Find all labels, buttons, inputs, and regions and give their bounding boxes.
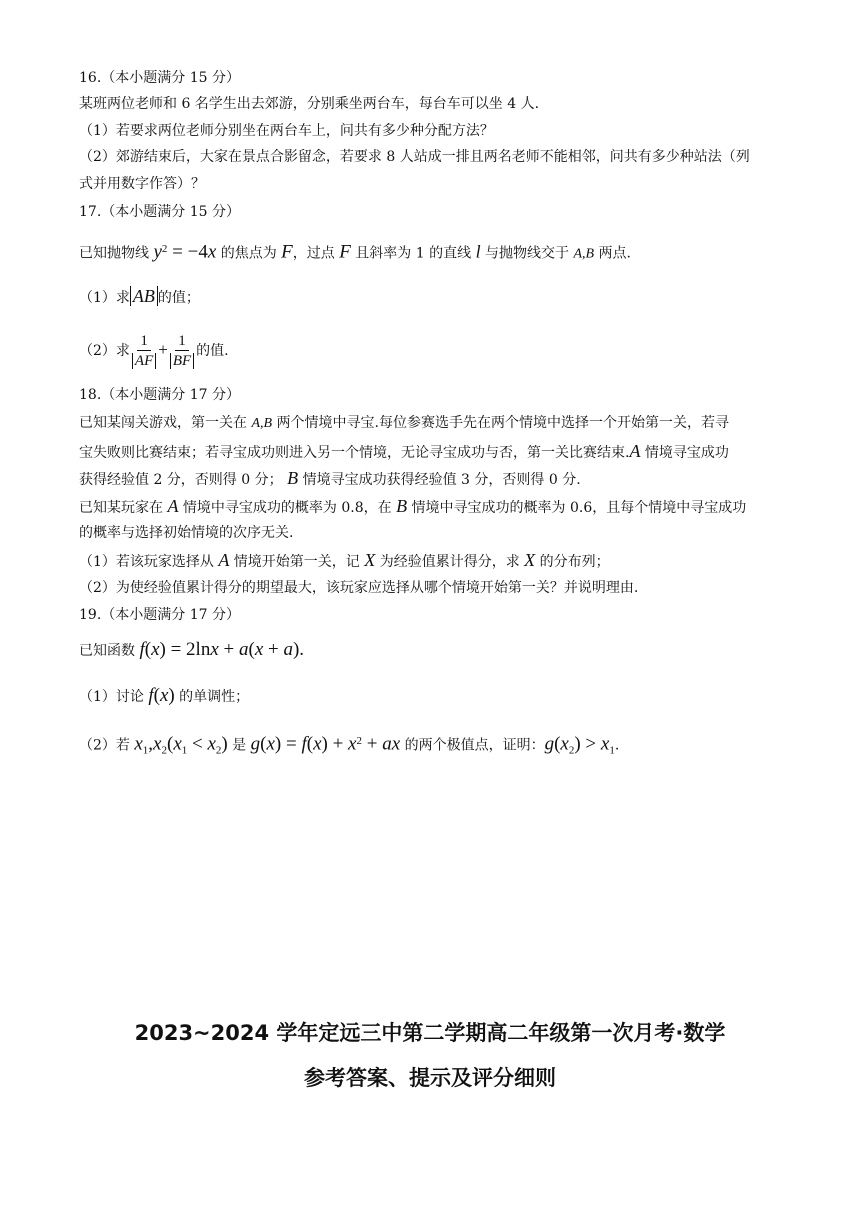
q17-part1: （1）求 AB 的值； [79, 286, 200, 306]
q18-para1-line3: 获得经验值 2 分，否则得 0 分； B 情境寻宝成功获得经验值 3 分，否则得 0 分. [79, 468, 581, 488]
answer-title: 2023~2024 学年定远三中第二学期高二年级第一次月考·数学 [134, 1021, 726, 1045]
q19-heading: 19.（本小题满分 17 分） [79, 607, 240, 623]
q19-part2: （2）若 $x_1,x_2(x_1 < x_2)$ 是 $g(x) = f(x) + x^2$ + ax 的两个极值点，证明：$g(x_2) > x_1$. [79, 733, 620, 757]
q18-part2: （2）为使经验值累计得分的期望最大，该玩家应选择从哪个情境开始第一关？并说明理由. [79, 580, 639, 596]
q19-stem: 已知函数 f(x) = 2lnx + a(x + a). [79, 639, 305, 660]
q18-heading: 18.（本小题满分 17 分） [79, 387, 240, 403]
q17-part2: （2）求 $\frac{1}{AF}$ + $\frac{1}{BF}$ 的值. [79, 332, 229, 369]
q19-part1: （1）讨论 f(x) 的单调性； [79, 685, 250, 706]
q18-part1: （1）若该玩家选择从 A 情境开始第一关，记 X 为经验值累计得分，求 X 的分布列； [79, 550, 610, 570]
q18-para2-line1: 已知某玩家在 A 情境中寻宝成功的概率为 0.8，在 B 情境中寻宝成功的概率为 0.6，且每个情境中寻宝成功 [79, 496, 747, 516]
q16-part2-line1: （2）郊游结束后，大家在景点合影留念，若要求 8 人站成一排且两名老师不能相邻，问共有多少种站法（列 [79, 149, 750, 165]
answer-subtitle: 参考答案、提示及评分细则 [304, 1066, 556, 1090]
q16-heading: 16.（本小题满分 15 分） [79, 70, 240, 86]
q17-stem: 已知抛物线 $y^2 = -4x$ 的焦点为 F，过点 F 且斜率为 1 的直线 l 与抛物线交于 A,B 两点. [79, 241, 632, 263]
q18-para1-line2: 宝失败则比赛结束；若寻宝成功则进入另一个情境，无论寻宝成功与否，第一关比赛结束.A 情境寻宝成功 [79, 441, 729, 461]
q18-para2-line2: 的概率与选择初始情境的次序无关. [79, 525, 294, 541]
q16-stem: 某班两位老师和 6 名学生出去郊游，分别乘坐两台车，每台车可以坐 4 人. [79, 96, 540, 112]
q16-part1: （1）若要求两位老师分别坐在两台车上，问共有多少种分配方法？ [79, 123, 494, 139]
q16-part2-line2: 式并用数字作答）？ [79, 176, 205, 192]
q18-para1-line1: 已知某闯关游戏，第一关在 A,B 两个情境中寻宝.每位参赛选手先在两个情境中选择一个开始第一关，若寻 [79, 415, 729, 431]
q17-heading: 17.（本小题满分 15 分） [79, 204, 240, 220]
